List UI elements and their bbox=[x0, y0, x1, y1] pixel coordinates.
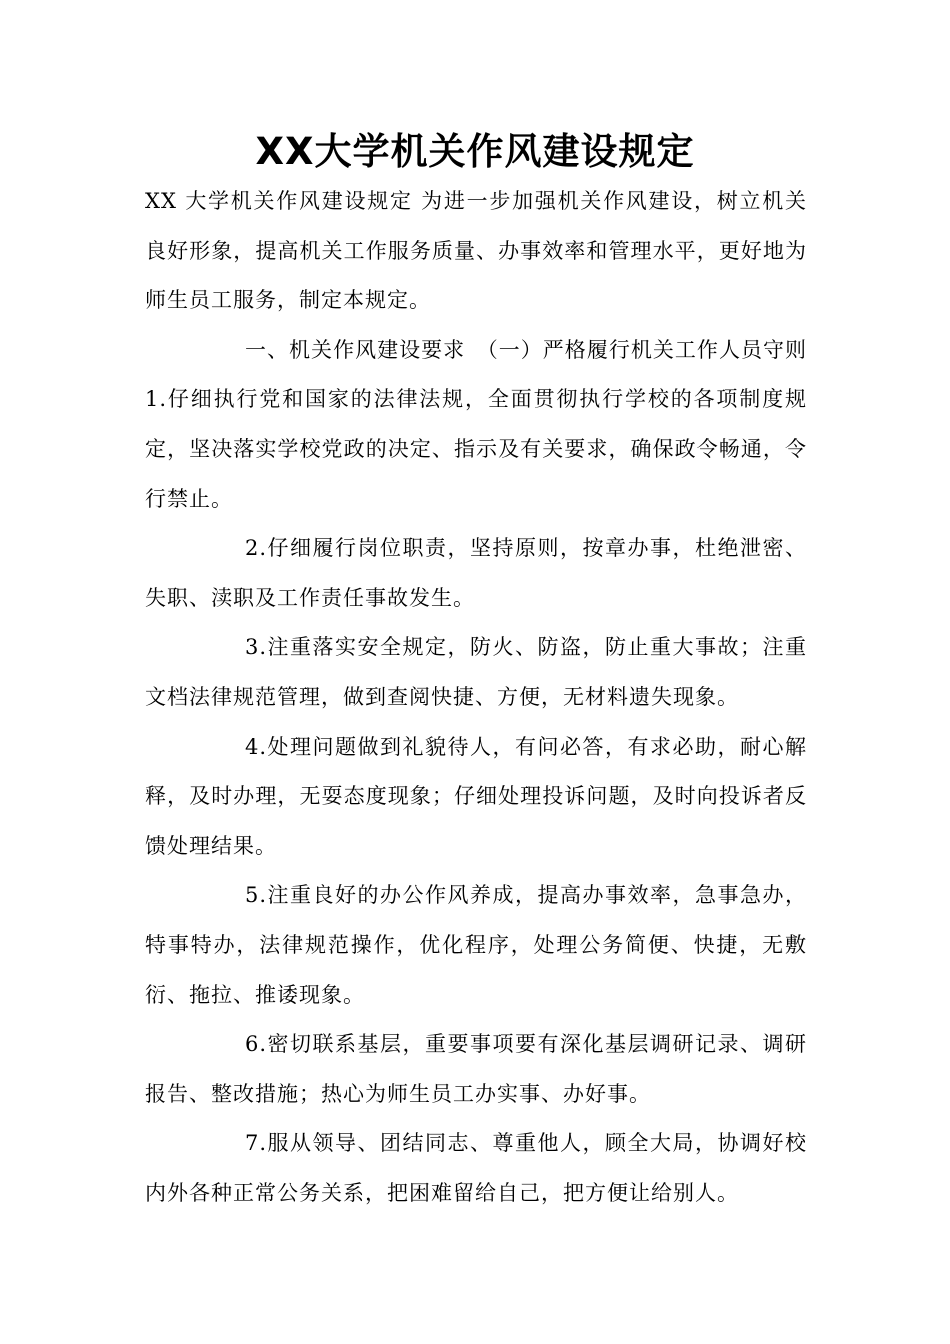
document-body bbox=[145, 177, 829, 1218]
rule-2-paragraph: 2.仔细履行岗位职责，坚持原则，按章办事，杜绝泄密、失职、渎职及工作责任事故发生。 bbox=[145, 536, 807, 610]
rule-3-paragraph: 3.注重落实安全规定，防火、防盗，防止重大事故；注重文档法律规范管理，做到查阅快捷、方便，无材料遗失现象。 bbox=[145, 635, 807, 709]
rule-7-paragraph: 7.服从领导、团结同志、尊重他人，顾全大局，协调好校内外各种正常公务关系，把困难留给自己，把方便让给别人。 bbox=[145, 1131, 807, 1205]
document-title: XX大学机关作风建设规定 bbox=[255, 130, 695, 173]
rule-6-paragraph: 6.密切联系基层，重要事项要有深化基层调研记录、调研报告、整改措施；热心为师生员工办实事、办好事。 bbox=[145, 1032, 807, 1106]
intro-paragraph: XX 大学机关作风建设规定 为进一步加强机关作风建设，树立机关良好形象，提高机关工作服务质量、办事效率和管理水平，更好地为师生员工服务，制定本规定。 bbox=[145, 189, 807, 313]
rule-5-paragraph: 5.注重良好的办公作风养成，提高办事效率，急事急办，特事特办，法律规范操作，优化程序，处理公务简便、快捷，无敷衍、拖拉、推诿现象。 bbox=[145, 883, 807, 1007]
section-one-paragraph: 一、机关作风建设要求 （一）严格履行机关工作人员守则 1.仔细执行党和国家的法律法规，全面贯彻执行学校的各项制度规定，坚决落实学校党政的决定、指示及有关要求，确保政令畅通，令行禁止。 bbox=[145, 337, 829, 511]
rule-4-paragraph: 4.处理问题做到礼貌待人，有问必答，有求必助，耐心解释，及时办理，无耍态度现象；仔细处理投诉问题，及时向投诉者反馈处理结果。 bbox=[145, 734, 807, 858]
